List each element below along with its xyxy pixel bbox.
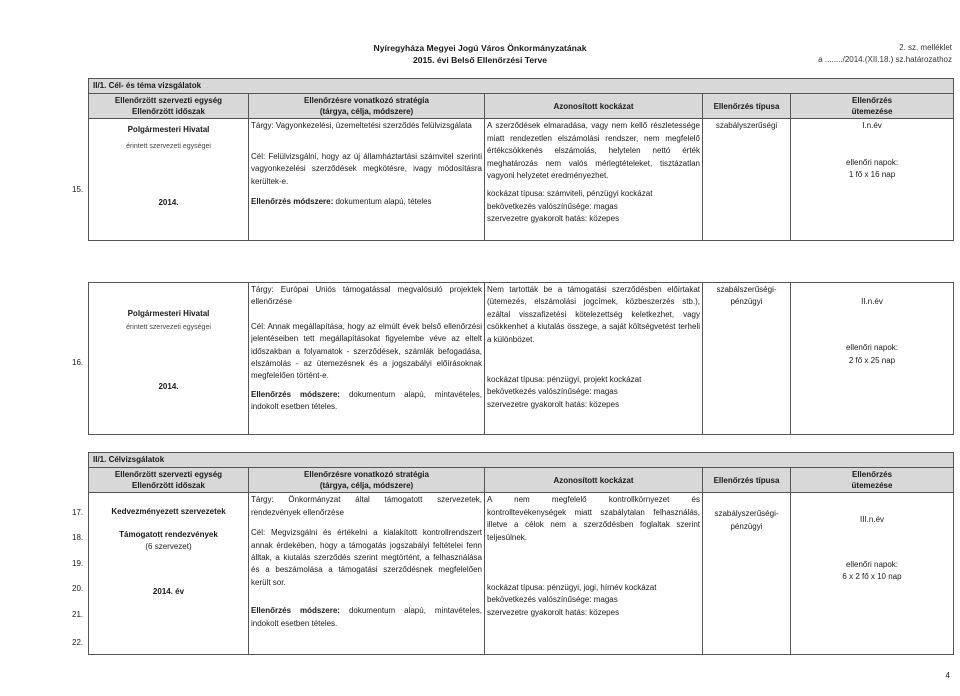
risk-impact: szervezetre gyakorolt hatás: közepes <box>487 607 620 617</box>
goal-text: Felülvizsgálni, hogy az új államháztartási számvitel szerinti vagyonkezelési szerződések megkötésre, ivagy módosításra kerültek-e. <box>251 151 482 186</box>
period: 2014. év <box>152 586 185 596</box>
schedule-value: III.n.év <box>860 515 885 525</box>
days-label: ellenőri napok: <box>845 343 899 353</box>
goal-label: Cél: <box>251 528 266 538</box>
title-line-1: Nyíregyháza Megyei Jogú Város Önkormányzatának <box>373 43 587 53</box>
section2-header-row <box>89 468 954 493</box>
row-number: 21. <box>72 610 84 619</box>
subject-text: Önkormányzat által támogatott szervezetek, rendezvények ellenőrzése <box>251 495 482 517</box>
subject-text: Vagyonkezelési, üzemeltetési szerződés felülvizsgálata <box>275 121 472 131</box>
row-number: 18. <box>72 533 84 542</box>
method-text: dokumentum alapú, tételes <box>335 197 432 207</box>
section2-caption: II/1. Célvizsgálatok <box>89 453 954 468</box>
col-strategy: Ellenőrzésre vonatkozó stratégia <box>304 96 429 106</box>
subject-label: Tárgy: <box>251 285 274 294</box>
row-number: 19. <box>72 559 84 568</box>
col-strategy-sub: (tárgya, célja, módszere) <box>319 481 414 491</box>
risk-text: A szerződések elmaradása, vagy nem kellő részletessége miatt rendezetlen elszámolási rendszer, nem megfelelő értékcsökkenés elszámolás, helytelen nettó érték meghatározás nem valós mérlegtételeket, tisztázatlan vagyoni helyzetet eredményezhet. <box>487 121 700 181</box>
entity-name-2: Támogatott rendezvények <box>119 529 218 539</box>
title-line-2: 2015. évi Belső Ellenőrzési Terve <box>412 55 548 65</box>
col-entity: Ellenőrzött szervezti egység <box>114 470 223 480</box>
document-title <box>0 42 960 66</box>
col-risk: Azonosított kockázat <box>485 94 703 119</box>
audit-row-15 <box>89 119 954 241</box>
row-number: 16. <box>72 358 84 367</box>
method-text: dokumentum alapú, mintavételes, indokolt esetben tételes. <box>251 606 483 628</box>
risk-impact: szervezetre gyakorolt hatás: közepes <box>487 399 620 409</box>
section1-table <box>88 78 954 241</box>
days-value: 6 x 2 fő x 10 nap <box>842 572 902 582</box>
audit-type: szabályszerűségi-pénzügyi <box>714 509 779 531</box>
audit-type: szabálszerűségi-pénzügyi <box>716 285 777 307</box>
risk-type: kockázat típusa: pénzügyi, jogi, hírnév kockázat <box>487 583 657 593</box>
row-number: 20. <box>72 584 84 593</box>
section1-table-continued <box>88 282 954 435</box>
col-strategy-sub: (tárgya, célja, módszere) <box>319 107 414 117</box>
col-entity: Ellenőrzött szervezti egység <box>114 96 223 106</box>
risk-probability: bekövetkezés valószínűsége: magas <box>487 595 618 605</box>
row-number: 15. <box>72 185 84 194</box>
col-schedule: Ellenőrzés <box>852 470 893 480</box>
section1-caption: II/1. Cél- és téma vizsgálatok <box>89 79 954 94</box>
goal-text: Annak megállapítása, hogy az elmúlt évek belső ellenőrzési jelentéseiben tett megállapításokat figyelembe véve az eltelt időszakban a folyamatok - szerződések, számlák befogadása, elszámolás - az ütemezésnek és a jogszabályi előírásoknak megfelelően történt-e. <box>251 321 482 381</box>
method-label: Ellenőrzés módszere: <box>251 389 340 399</box>
goal-label: Cél: <box>251 151 266 161</box>
risk-text: Nem tartották be a támogatási szerződésben előírtakat (ütemezés, elszámolási jogcímek, közbeszerzés stb.), ezáltal visszafizetési kötelezettség keletkezhet, vagy csökkenhet a kiutalás összege, a saját költségvetést terheli a különbözet. <box>487 285 700 344</box>
col-schedule-2: ütemezése <box>851 107 893 117</box>
col-type: Ellenőrzés típusa <box>703 468 791 493</box>
entity-sub: érintett szervezeti egységei <box>126 324 211 332</box>
entity-sub: érintett szervezeti egységei <box>126 142 211 150</box>
subject-text: Európai Uniós támogatással megvalósuló projektek ellenőrzése <box>251 285 482 307</box>
col-schedule-2: ütemezése <box>851 481 893 491</box>
entity-name: Polgármesteri Hivatal <box>127 309 210 318</box>
col-type: Ellenőrzés típusa <box>703 94 791 119</box>
page-number: 4 <box>945 671 950 681</box>
risk-impact: szervezetre gyakorolt hatás: közepes <box>487 214 620 224</box>
method-label: Ellenőrzés módszere: <box>251 197 334 207</box>
method-text: dokumentum alapú, mintavételes, indokolt esetben tételes. <box>251 389 483 412</box>
goal-text: Megvizsgálni és értékelni a kialakított kontrollrendszert annak érdekében, hogy a támogatás jogszabályi feltételei fenn álltak, a kiutalás szerződés szerint megtörtént, a felhasználása és a beszámolása a támogatási szerződésnek megfelelően került sor. <box>251 528 482 587</box>
days-label: ellenőri napok: <box>845 559 899 569</box>
period: 2014. <box>158 198 179 208</box>
entity-name: Kedvezményezett szervezetek <box>111 507 226 517</box>
col-period: Ellenőrzött időszak <box>132 107 205 117</box>
col-risk: Azonosított kockázat <box>485 468 703 493</box>
col-period: Ellenőrzött időszak <box>132 481 205 491</box>
days-value: 1 fő x 16 nap <box>848 170 896 180</box>
schedule-value: I.n.év <box>862 121 882 131</box>
annex-line-2: a ......../2014.(XII.18.) sz.határozathoz <box>818 55 952 64</box>
annex-reference <box>818 42 952 66</box>
risk-probability: bekövetkezés valószínűsége: magas <box>487 201 618 211</box>
audit-row-17-22 <box>89 493 954 655</box>
audit-row-16 <box>89 283 954 435</box>
col-strategy: Ellenőrzésre vonatkozó stratégia <box>304 470 429 480</box>
subject-label: Tárgy: <box>251 495 274 505</box>
schedule-value: II.n.év <box>861 297 883 306</box>
risk-text: A nem megfelelő kontrollkörnyezet és kontrolltevékenységek miatt szabálytalan felhasználás, illetve a célok nem a szerződésben foglaltak szerint teljesülnek. <box>487 495 700 542</box>
audit-type: szabályszerűségi <box>715 121 778 131</box>
days-value: 2 fő x 25 nap <box>848 355 896 365</box>
days-label: ellenőri napok: <box>846 157 899 167</box>
col-schedule: Ellenőrzés <box>852 96 893 106</box>
goal-label: Cél: <box>251 321 266 331</box>
method-label: Ellenőrzés módszere: <box>251 606 340 616</box>
period: 2014. <box>158 381 179 391</box>
annex-line-1: 2. sz. melléklet <box>899 43 952 52</box>
subject-label: Tárgy: <box>251 121 274 131</box>
risk-type: kockázat típusa: számviteli, pénzügyi kockázat <box>487 189 653 199</box>
entity-sub: (6 szervezet) <box>145 542 192 552</box>
risk-probability: bekövetkezés valószínűsége: magas <box>487 387 618 397</box>
section2-table <box>88 452 954 655</box>
row-number: 22. <box>72 638 84 647</box>
section1-header-row <box>89 94 954 119</box>
row-number: 17. <box>72 508 84 517</box>
risk-type: kockázat típusa: pénzügyi, projekt kockázat <box>487 375 642 385</box>
entity-name: Polgármesteri Hivatal <box>127 125 210 135</box>
